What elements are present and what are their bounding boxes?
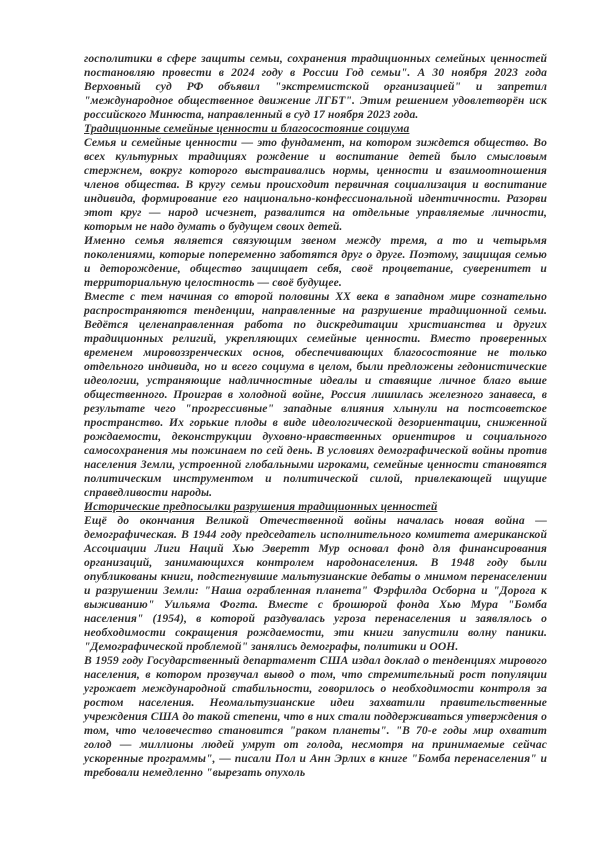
paragraph-western-tendencies: Вместе с тем начиная со второй половины XX века в западном мире сознательно распространяются тенденции, направленные на разрушение традиционной семьи. Ведётся целенаправленная работа по дискредитации христианства и других традиционных религий, укрепляющих семейные ценности. Вместо проверенных временем мировоззренческих основ, обеспечивающих благосостояние не только отдельного индивида, но и всего социума в целом, были предложены гедонистические идеологии, устраняющие надличностные идеалы и ставящие личное благо выше общественного. Проиграв в холодной войне, Россия лишилась железного занавеса, в результате чего "прогрессивные" западные влияния хлынули на постсоветское пространство. Их горькие плоды в виде идеологической дезориентации, сниженной рождаемости, деконструкции духовно-нравственных ориентиров и социального самосохранения мы пожинаем по сей день. В условиях демографической войны против населения Земли, устроенной глобальными игроками, семейные ценности становятся политическим инструментом и политической силой, привлекающей ищущие справедливости народы. [84, 290, 547, 499]
section-heading-family-values-wellbeing: Традиционные семейные ценности и благосостояние социума [84, 122, 410, 135]
section-heading-historical-preconditions: Исторические предпосылки разрушения традиционных ценностей [84, 500, 438, 513]
paragraph-family-foundation: Семья и семейные ценности — это фундамент, на котором зиждется общество. Во всех культурных традициях рождение и воспитание детей было смысловым стержнем, вокруг которого выстраивались нормы, ценности и взаимоотношения членов общества. В кругу семьи происходит первичная социализация и воспитание индивида, формирование его национально-конфессиональной идентичности. Разорви этот круг — народ исчезнет, развалится на отдельные управляемые личности, которым не надо думать о будущем своих детей. [84, 136, 547, 233]
paragraph-family-generations-link: Именно семья является связующим звеном между тремя, а то и четырьмя поколениями, которые попеременно заботятся друг о друге. Поэтому, защищая семью и деторождение, общество защищает себя, своё процветание, суверенитет и территориальную целостность — своё будущее. [84, 234, 547, 289]
document-text-column [84, 52, 547, 780]
paragraph-year-of-family-decree: госполитики в сфере защиты семьи, сохранения традиционных семейных ценностей постановляю провести в 2024 году в России Год семьи". А 30 ноября 2023 года Верховный суд РФ объявил "экстремистской организацией" и запретил "международное общественное движение ЛГБТ". Этим решением удовлетворён иск российского Минюста, направленный в суд 17 ноября 2023 года. [84, 52, 547, 121]
paragraph-us-state-department-report: В 1959 году Государственный департамент США издал доклад о тенденциях мирового населения, в котором прозвучал вывод о том, что стремительный рост популяции угрожает международной стабильности, говорилось о необходимости контроля за ростом населения. Неомальтузианские идеи захватили правительственные учреждения США до такой степени, что в них стали поддерживаться утверждения о том, что человечество становится "раком планеты". "В 70-е годы мир охватит голод — миллионы людей умрут от голода, несмотря на принимаемые сейчас ускоренные программы", — писали Пол и Анн Эрлих в книге "Бомба перенаселения" и требовали немедленно "вырезать опухоль [84, 654, 547, 779]
paragraph-demographic-war-origins: Ещё до окончания Великой Отечественной войны началась новая война — демографическая. В 1944 году председатель исполнительного комитета американской Ассоциации Лиги Наций Хью Эверетт Мур основал фонд для финансирования организаций, занимающихся контролем народонаселения. В 1948 году были опубликованы книги, подстегнувшие мальтузианские дебаты о мнимом перенаселении и разрушении Земли: "Наша ограбленная планета" Фэрфилда Осборна и "Дорога к выживанию" Уильяма Фогта. Вместе с брошюрой фонда Хью Мура "Бомба населения" (1954), в которой раздувалась угроза перенаселения и заявлялось о необходимости сокращения рождаемости, эти книги запустили волну паники. "Демографической проблемой" занялись демографы, политики и ООН. [84, 514, 547, 653]
